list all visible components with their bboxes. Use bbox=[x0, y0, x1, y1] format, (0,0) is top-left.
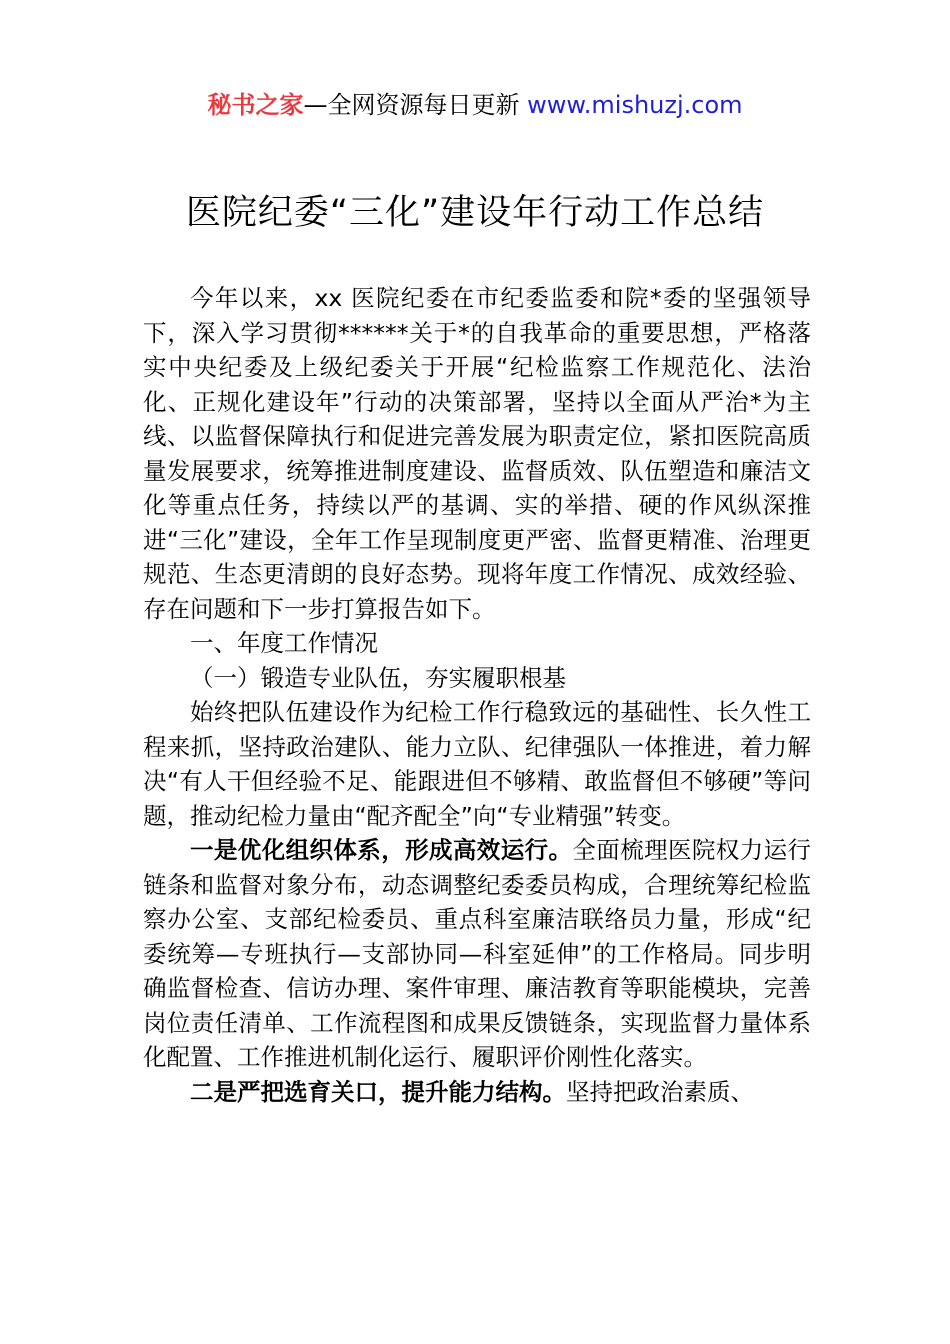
site-header bbox=[0, 88, 950, 122]
paragraph-text: 全面梳理医院权力运行链条和监督对象分布，动态调整纪委委员构成，合理统筹纪检监察办公室、支部纪检委员、重点科室廉洁联络员力量，形成“纪委统筹—专班执行—支部协同—科室延伸”的工作格局。同步明确监督检查、信访办理、案件审理、廉洁教育等职能模块，完善岗位责任清单、工作流程图和成果反馈链条，实现监督力量体系化配置、工作推进机制化运行、履职评价刚性化落实。 bbox=[143, 836, 812, 1071]
site-url-link[interactable]: www.mishuzj.com bbox=[527, 91, 743, 119]
document-title: 医院纪委“三化”建设年行动工作总结 bbox=[185, 193, 765, 233]
lead-paragraph bbox=[143, 833, 811, 1075]
subsection-heading: （一）锻造专业队伍，夯实履职根基 bbox=[190, 663, 566, 692]
paragraph-lead: 二是严把选育关口，提升能力结构。 bbox=[190, 1077, 566, 1106]
header-dash: — bbox=[303, 91, 328, 119]
site-brand: 秘书之家 bbox=[207, 91, 304, 119]
lead-paragraph bbox=[143, 1075, 811, 1110]
body-paragraph: 始终把队伍建设作为纪检工作行稳致远的基础性、长久性工程来抓，坚持政治建队、能力立队、纪律强队一体推进，着力解决“有人干但经验不足、能跟进但不够精、敢监督但不够硬”等问题，推动纪检力量由“配齐配全”向“专业精强”转变。 bbox=[143, 698, 811, 830]
paragraph-text: 坚持把政治素质、 bbox=[566, 1077, 754, 1106]
header-tagline: 全网资源每日更新 bbox=[327, 91, 520, 119]
paragraph-lead: 一是优化组织体系，形成高效运行。 bbox=[190, 836, 573, 864]
intro-paragraph: 今年以来，xx 医院纪委在市纪委监委和院*委的坚强领导下，深入学习贯彻******关于*的自我革命的重要思想，严格落实中央纪委及上级纪委关于开展“纪检监察工作规范化、法治化、正规化建设年”行动的决策部署，坚持以全面从严治*为主线、以监督保障执行和促进完善发展为职责定位，紧扣医院高质量发展要求，统筹推进制度建设、监督质效、队伍塑造和廉洁文化等重点任务，持续以严的基调、实的举措、硬的作风纵深推进“三化”建设，全年工作呈现制度更严密、监督更精准、治理更规范、生态更清朗的良好态势。现将年度工作情况、成效经验、存在问题和下一步打算报告如下。 bbox=[143, 284, 811, 623]
document-body bbox=[143, 281, 811, 1109]
section-heading: 一、年度工作情况 bbox=[190, 629, 378, 657]
